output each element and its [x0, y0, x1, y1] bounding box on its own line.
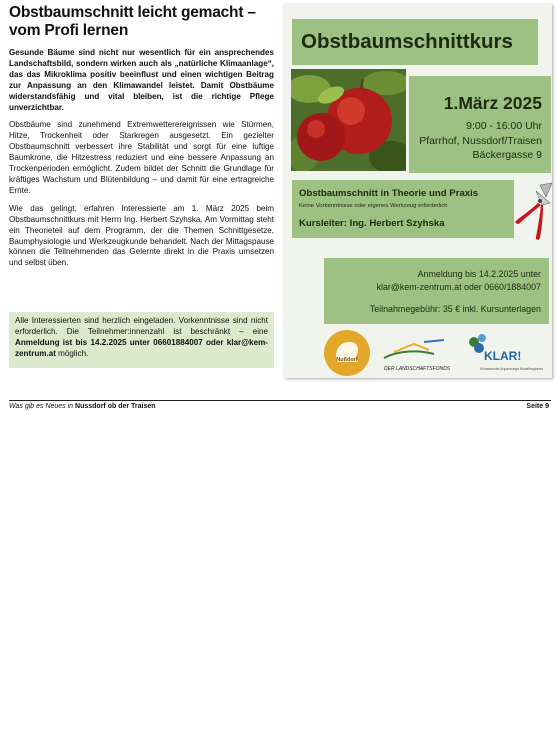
article [9, 4, 274, 276]
klar-logo [469, 334, 543, 371]
course-time: 9:00 - 16:00 Uhr [466, 120, 542, 132]
landschaftsfonds-logo [384, 340, 451, 372]
info-text-end: möglich. [55, 348, 89, 358]
instructor: Kursleiter: Ing. Herbert Szyhska [299, 218, 445, 229]
registration-line-1: Anmeldung bis 14.2.2025 unter [417, 269, 541, 279]
course-fee: Teilnahmegebühr: 35 € inkl. Kursunterlagen [369, 304, 541, 314]
nussdorf-logo [324, 330, 370, 376]
course-flyer [284, 4, 552, 378]
pruning-shears-icon [512, 181, 556, 243]
info-text-intro: Alle Interessierten sind herzlich eingeladen. Vorkenntnisse sind nicht erforderlich. Die Teilnehmer:innenzahl ist beschränkt – eine [15, 316, 268, 336]
footer-publication [9, 403, 156, 410]
footer-publication-bold: Nussdorf ob der Traisen [75, 403, 156, 410]
apple-photo [291, 69, 406, 171]
flyer-title: Obstbaumschnittkurs [292, 19, 538, 65]
theory-panel [292, 180, 514, 238]
article-headline: Obstbaumschnitt leicht gemacht – vom Profi lernen [9, 4, 256, 39]
klar-logo-subtitle: Klimawandel-Anpassungs Modellregionen [480, 367, 544, 371]
page-number: Seite 9 [526, 403, 549, 410]
article-paragraph-3: Wie das gelingt, erfahren Interessierte am 1. März 2025 beim Obstbaumschnittkurs mit Herrn Ing. Herbert Szyhska. Am Vormittag steht ein Theorieteil auf dem Programm, der die Themen Schnittgesetze, Baumphysiologie und Werkzeugkunde behandelt. Nach der Mittagspause können die Teilnehmenden das Gelernte direkt in die Praxis umsetzen und selbst üben. [9, 203, 274, 268]
registration-panel [324, 258, 549, 324]
theory-note: Keine Vorkenntnisse oder eigenes Werkzeug erforderlich [299, 203, 448, 209]
article-lead: Gesunde Bäume sind nicht nur wesentlich für ein ansprechendes Landschaftsbild, sondern wirken auch als „natürliche Klimaanlage“, das das Mikroklima positiv beeinflust und einen wichtigen Beitrag zur Anpassung an den Klimawandel leistet. Damit Obstbäume widerstandsfähig und vital bleiben, ist die richtige Pflege unverzichtbar. [9, 48, 274, 112]
info-registration: Anmeldung ist bis 14.2.2025 unter 06601884007 oder klar@kem-zentrum.at [15, 337, 268, 358]
course-street: Bäckergasse 9 [472, 149, 542, 161]
course-location: Pfarrhof, Nussdorf/Traisen [419, 135, 542, 147]
registration-line-2: klar@kem-zentrum.at oder 0660/1884007 [376, 282, 541, 292]
klar-logo-text: KLAR! [484, 349, 522, 363]
landschaftsfonds-logo-text: DER LANDSCHAFTSFONDS [384, 366, 451, 372]
nussdorf-logo-text: Nußdorf [336, 357, 358, 363]
logo-row [284, 328, 552, 378]
date-panel [409, 76, 551, 173]
footer-publication-italic: Was gib es Neues in [9, 403, 74, 410]
info-text [15, 316, 268, 360]
footer-rule [9, 400, 551, 401]
theory-title: Obstbaumschnitt in Theorie und Praxis [299, 188, 479, 199]
info-box [9, 312, 274, 368]
article-paragraph-2: Obstbäume sind zunehmend Extremwetterereignissen wie Stürmen, Hitze, Trockenheit oder Starkregen ausgesetzt. Ein gezielter Obstbaumschnitt verbessert ihre Stabilität und sorgt für eine luftige Baumkrone, die Hitzestress reduziert und eine bessere Anpassung an Trockenperioden ermöglicht. Zudem bildet der Schnitt die Grundlage für kräftiges Wachstum und Blütenbildung – und damit für eine ertragreiche Ernte. [9, 120, 274, 195]
course-date: 1.März 2025 [443, 93, 542, 113]
